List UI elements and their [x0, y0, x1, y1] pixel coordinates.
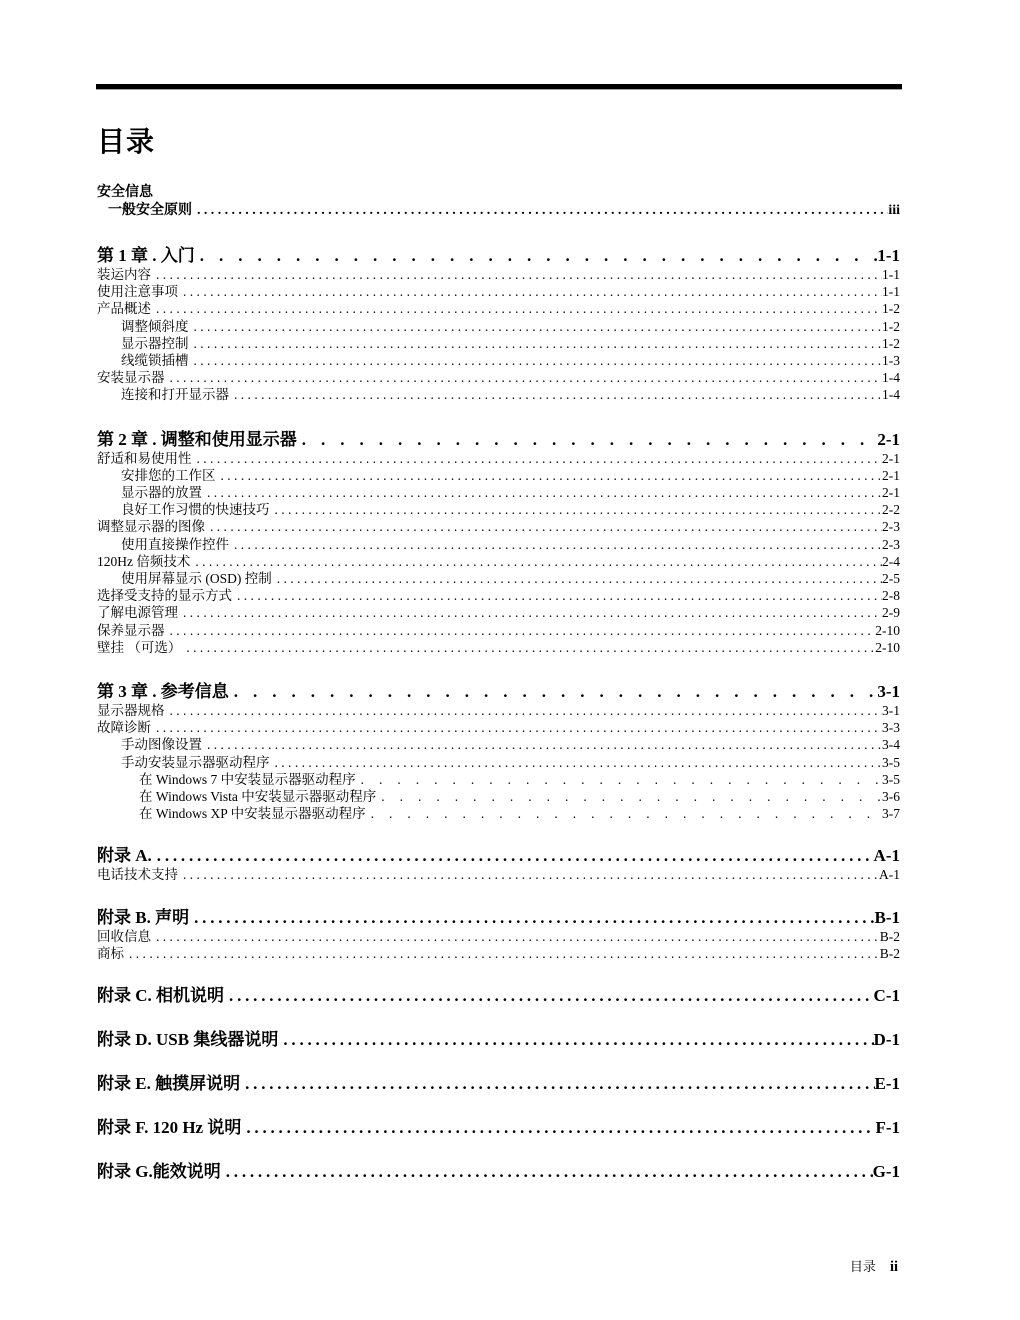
dot-leader — [371, 805, 882, 822]
toc-entry-label: 附录 E. 触摸屏说明 — [97, 1074, 241, 1094]
dot-leader — [183, 604, 882, 621]
toc-entry-label: 连接和打开显示器 — [121, 387, 229, 403]
toc-entry-label: 附录 G.能效说明 — [97, 1162, 221, 1182]
toc-entry[interactable] — [97, 335, 900, 352]
toc-entry[interactable] — [97, 184, 900, 202]
toc-entry[interactable] — [97, 587, 900, 604]
toc-entry-label: 120Hz 倍频技术 — [97, 553, 191, 569]
toc-entry[interactable] — [97, 754, 900, 771]
toc-entry-page: 3-1 — [882, 703, 900, 719]
dot-leader — [186, 639, 875, 656]
toc-entry-page: 3-5 — [882, 754, 900, 770]
toc-entry-label: 电话技术支持 — [97, 867, 178, 883]
dot-leader — [245, 1074, 874, 1094]
dot-leader — [234, 682, 878, 702]
dot-leader — [246, 1118, 875, 1138]
toc-entry-page: 1-2 — [882, 301, 900, 317]
toc-entry-page: 2-1 — [882, 485, 900, 501]
toc-entry-page: 2-4 — [882, 553, 900, 569]
toc-entry[interactable] — [97, 719, 900, 736]
toc-entry-label: 调整倾斜度 — [121, 318, 189, 334]
toc-entry-label: 商标 — [97, 945, 124, 961]
dot-leader — [229, 986, 874, 1006]
dot-leader — [170, 622, 876, 639]
toc-entry-page: 3-4 — [882, 737, 900, 753]
toc-heading-entry[interactable] — [97, 1030, 900, 1050]
toc-entry-page: 3-1 — [877, 682, 900, 702]
dot-leader — [156, 300, 882, 317]
toc-entry-page: 1-1 — [882, 267, 900, 282]
dot-leader — [170, 369, 883, 386]
dot-leader — [156, 928, 880, 945]
toc-entry-page: 2-3 — [882, 519, 900, 535]
toc-entry-page: 2-1 — [877, 429, 900, 449]
toc-entry-page: 1-2 — [882, 335, 900, 351]
dot-leader — [197, 202, 888, 220]
dot-leader — [237, 587, 882, 604]
toc-content — [97, 128, 900, 1182]
toc-entry-page: 3-3 — [882, 720, 900, 736]
dot-leader — [200, 246, 878, 266]
toc-entry[interactable] — [97, 553, 900, 570]
toc-entry-page: 3-6 — [882, 789, 900, 805]
toc-entry-page: 2-8 — [882, 588, 900, 604]
toc-entry-label: 使用直接操作控件 — [121, 536, 229, 552]
toc-entry-page: 1-1 — [877, 246, 900, 265]
toc-entry-label: 壁挂 （可选） — [97, 639, 182, 655]
dot-leader — [157, 846, 874, 866]
toc-entry-label: 产品概述 — [97, 301, 151, 317]
toc-entry-label: 选择受支持的显示方式 — [97, 588, 232, 604]
toc-entry-page: 2-1 — [882, 467, 900, 483]
toc-entry[interactable] — [97, 352, 900, 369]
dot-leader — [275, 501, 883, 518]
dot-leader — [197, 450, 883, 467]
toc-entry-page: A-1 — [879, 867, 900, 883]
toc-entry-label: 舒适和易使用性 — [97, 450, 192, 466]
toc-entry-label: 故障诊断 — [97, 720, 151, 736]
toc-entry[interactable] — [97, 202, 900, 220]
toc-heading-entry[interactable] — [97, 1074, 900, 1094]
toc-entry[interactable] — [97, 928, 900, 945]
toc-entry[interactable] — [97, 501, 900, 518]
dot-leader — [156, 719, 882, 736]
toc-entry-page: B-2 — [879, 945, 900, 961]
toc-heading-entry[interactable] — [97, 986, 900, 1006]
toc-entry[interactable] — [97, 536, 900, 553]
dot-leader — [183, 283, 882, 300]
dot-leader — [283, 1030, 873, 1050]
dot-leader — [275, 754, 883, 771]
toc-entry-page: iii — [888, 203, 900, 218]
toc-entry-page: A-1 — [873, 846, 900, 866]
toc-entry[interactable] — [97, 369, 900, 386]
toc-entry-label: 第 3 章 . 参考信息 — [97, 682, 229, 702]
page-title: 目录 — [97, 127, 156, 158]
toc-entry-label: 显示器的放置 — [121, 485, 202, 501]
toc-entry-label: 保养显示器 — [97, 622, 165, 638]
dot-leader — [170, 702, 883, 719]
toc-entry[interactable] — [97, 450, 900, 467]
toc-heading-entry[interactable] — [97, 1162, 900, 1182]
toc-entry-label: 一般安全原则 — [108, 203, 192, 218]
toc-entry[interactable] — [97, 570, 900, 587]
footer-page-number: ii — [889, 1259, 898, 1275]
toc-entry-label: 装运内容 — [97, 267, 151, 282]
dot-leader — [207, 736, 882, 753]
toc-entry[interactable] — [97, 604, 900, 621]
toc-entry[interactable] — [97, 945, 900, 962]
toc-entry[interactable] — [97, 805, 900, 822]
toc-entry-page: B-2 — [879, 928, 900, 944]
toc-entry-page: D-1 — [873, 1030, 900, 1050]
toc-list — [97, 184, 900, 1182]
toc-entry-label: 良好工作习惯的快速技巧 — [121, 502, 270, 518]
toc-entry-label: 在 Windows 7 中安装显示器驱动程序 — [139, 771, 356, 787]
toc-entry-label: 使用注意事项 — [97, 284, 178, 300]
dot-leader — [226, 1162, 873, 1182]
toc-entry-page: 1-4 — [882, 387, 900, 403]
toc-entry[interactable] — [97, 283, 900, 300]
toc-entry-page: 1-4 — [882, 370, 900, 386]
toc-entry-label: 使用屏幕显示 (OSD) 控制 — [121, 571, 272, 587]
toc-entry-page: 3-5 — [882, 771, 900, 787]
toc-entry-label: 安装显示器 — [97, 370, 165, 386]
toc-entry-page: 2-10 — [875, 622, 900, 638]
dot-leader — [234, 386, 882, 403]
toc-entry-page: 2-10 — [875, 639, 900, 655]
toc-heading-entry[interactable] — [97, 430, 900, 450]
dot-leader — [194, 908, 874, 928]
page-footer — [850, 1256, 898, 1276]
dot-leader — [194, 318, 883, 335]
toc-heading-entry[interactable] — [97, 1118, 900, 1138]
toc-entry[interactable] — [97, 788, 900, 805]
toc-entry[interactable] — [97, 771, 900, 788]
dot-leader — [381, 788, 882, 805]
toc-entry-label: 安排您的工作区 — [121, 467, 216, 483]
toc-entry[interactable] — [97, 467, 900, 484]
toc-entry[interactable] — [97, 518, 900, 535]
dot-leader — [234, 536, 882, 553]
toc-entry[interactable] — [97, 622, 900, 639]
toc-entry[interactable] — [97, 484, 900, 501]
toc-entry-label: 附录 B. 声明 — [97, 907, 190, 927]
dot-leader — [194, 335, 883, 352]
toc-heading-entry[interactable] — [97, 908, 900, 928]
toc-entry[interactable] — [97, 866, 900, 883]
dot-leader — [302, 430, 878, 450]
toc-heading-entry[interactable] — [97, 246, 900, 266]
dot-leader — [207, 484, 882, 501]
toc-entry-label: 附录 F. 120 Hz 说明 — [97, 1118, 242, 1138]
toc-entry-label: 安全信息 — [97, 185, 153, 200]
toc-entry-label: 第 2 章 . 调整和使用显示器 — [97, 429, 297, 449]
dot-leader — [183, 866, 879, 883]
dot-leader — [156, 266, 882, 283]
toc-entry[interactable] — [97, 639, 900, 656]
toc-entry-label: 显示器控制 — [121, 335, 189, 351]
dot-leader — [194, 352, 883, 369]
toc-entry-page: B-1 — [874, 907, 900, 927]
toc-heading-entry[interactable] — [97, 846, 900, 866]
toc-entry-label: 显示器规格 — [97, 703, 165, 719]
toc-entry-label: 回收信息 — [97, 928, 151, 944]
header-rule — [96, 84, 902, 90]
toc-heading-entry[interactable] — [97, 682, 900, 702]
toc-entry-label: 了解电源管理 — [97, 605, 178, 621]
toc-entry-page: 1-3 — [882, 353, 900, 369]
toc-entry-label: 附录 D. USB 集线器说明 — [97, 1030, 279, 1050]
dot-leader — [129, 945, 880, 962]
toc-entry[interactable] — [97, 318, 900, 335]
toc-entry-label: 手动安装显示器驱动程序 — [121, 754, 270, 770]
dot-leader — [361, 771, 882, 788]
toc-entry-page: 2-9 — [882, 605, 900, 621]
toc-entry[interactable] — [97, 702, 900, 719]
toc-entry-label: 手动图像设置 — [121, 737, 202, 753]
dot-leader — [277, 570, 882, 587]
dot-leader — [195, 553, 882, 570]
toc-entry-page: 1-1 — [882, 284, 900, 300]
toc-entry[interactable] — [97, 266, 900, 283]
toc-entry-page: 2-3 — [882, 536, 900, 552]
toc-entry-page: 2-5 — [882, 571, 900, 587]
toc-entry-label: 在 Windows Vista 中安装显示器驱动程序 — [139, 789, 377, 805]
toc-entry[interactable] — [97, 300, 900, 317]
toc-entry-label: 线缆锁插槽 — [121, 353, 189, 369]
toc-entry-page: C-1 — [873, 986, 900, 1006]
dot-leader — [210, 518, 882, 535]
toc-entry-page: 2-2 — [882, 502, 900, 518]
toc-entry-page: G-1 — [872, 1162, 900, 1182]
toc-entry-page: 3-7 — [882, 806, 900, 822]
toc-entry[interactable] — [97, 386, 900, 403]
toc-entry-label: 附录 A. — [97, 846, 152, 866]
toc-entry-label: 调整显示器的图像 — [97, 519, 205, 535]
toc-entry-page: F-1 — [875, 1118, 900, 1138]
toc-entry-label: 附录 C. 相机说明 — [97, 986, 225, 1006]
toc-entry-page: E-1 — [874, 1074, 900, 1094]
toc-entry-label: 第 1 章 . 入门 — [97, 246, 195, 265]
dot-leader — [221, 467, 883, 484]
toc-entry-label: 在 Windows XP 中安装显示器驱动程序 — [139, 806, 366, 822]
toc-entry-page: 1-2 — [882, 318, 900, 334]
footer-section-label: 目录 — [849, 1259, 876, 1274]
toc-entry[interactable] — [97, 736, 900, 753]
toc-entry-page: 2-1 — [882, 450, 900, 466]
